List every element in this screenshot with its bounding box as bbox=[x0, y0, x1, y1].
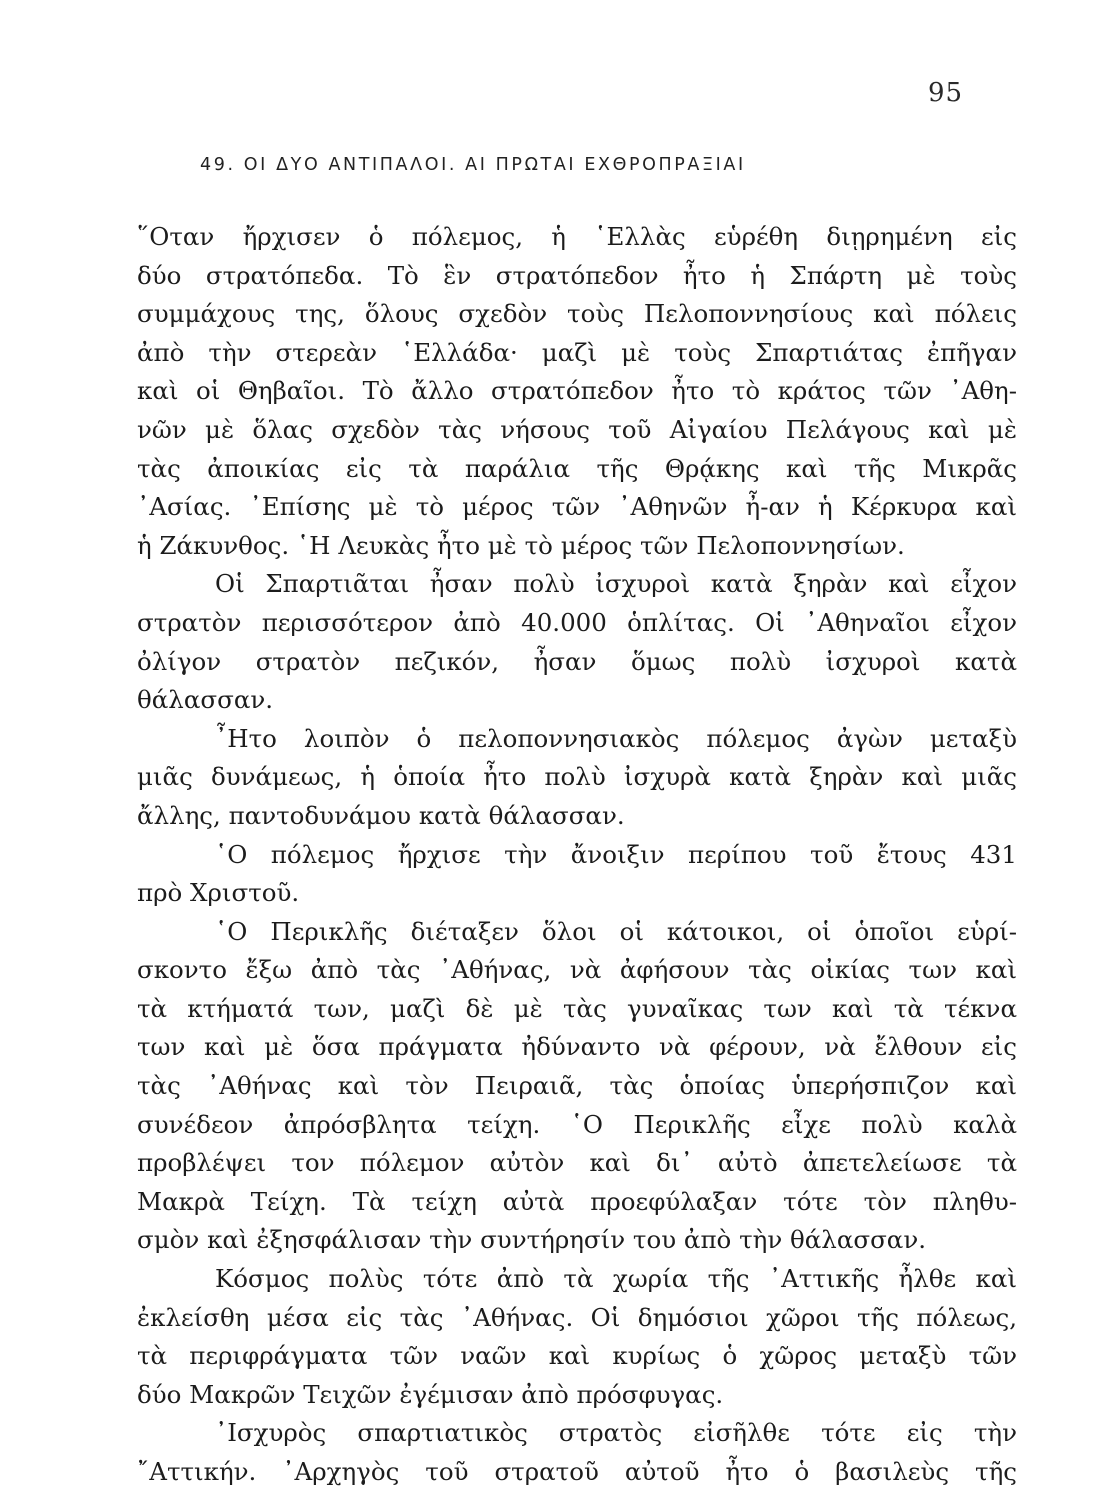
text-line: προβλέψει τον πόλεμον αὐτὸν καὶ δι᾿ αὐτὸ ἀπετελείωσε τὰ bbox=[137, 1148, 1017, 1178]
text-line: συμμάχους της, ὅλους σχεδὸν τοὺς Πελοποννησίους καὶ πόλεις bbox=[137, 299, 1017, 329]
text-line: ἀπὸ τὴν στερεὰν ῾Ελλάδα· μαζὶ μὲ τοὺς Σπαρτιάτας ἐπῆγαν bbox=[137, 337, 1017, 367]
text-line: τὰ κτήματά των, μαζὶ δὲ μὲ τὰς γυναῖκας των καὶ τὰ τέκνα bbox=[137, 993, 1017, 1023]
text-line: Οἱ Σπαρτιᾶται ἦσαν πολὺ ἰσχυροὶ κατὰ ξηρὰν καὶ εἶχον bbox=[215, 569, 1017, 599]
text-line: συνέδεον ἀπρόσβλητα τείχη. ῾Ο Περικλῆς εἶχε πολὺ καλὰ bbox=[137, 1109, 1017, 1139]
text-line: ἡ Ζάκυνθος. ῾Η Λευκὰς ἦτο μὲ τὸ μέρος τῶν Πελοποννησίων. bbox=[137, 530, 905, 560]
text-line: Μακρὰ Τείχη. Τὰ τείχη αὐτὰ προεφύλαξαν τότε τὸν πληθυ- bbox=[137, 1186, 1017, 1216]
text-line: πρὸ Χριστοῦ. bbox=[137, 878, 300, 908]
text-line: τὰ περιφράγματα τῶν ναῶν καὶ κυρίως ὁ χῶρος μεταξὺ τῶν bbox=[137, 1341, 1017, 1371]
text-line: νῶν μὲ ὅλας σχεδὸν τὰς νήσους τοῦ Αἰγαίου Πελάγους καὶ μὲ bbox=[137, 414, 1017, 444]
text-line: μιᾶς δυνάμεως, ἡ ὁποία ἦτο πολὺ ἰσχυρὰ κατὰ ξηρὰν καὶ μιᾶς bbox=[137, 762, 1017, 792]
text-line: σμὸν καὶ ἐξησφάλισαν τὴν συντήρησίν του ἀπὸ τὴν θάλασσαν. bbox=[137, 1225, 927, 1255]
text-line: ῾Ο Περικλῆς διέταξεν ὅλοι οἱ κάτοικοι, οἱ ὁποῖοι εὑρί- bbox=[215, 916, 1017, 946]
text-line: στρατὸν περισσότερον ἀπὸ 40.000 ὁπλίτας. Οἱ ᾿Αθηναῖοι εἶχον bbox=[137, 607, 1017, 637]
text-line: τὰς ᾿Αθήνας καὶ τὸν Πειραιᾶ, τὰς ὁποίας ὑπερήσπιζον καὶ bbox=[137, 1071, 1017, 1101]
text-line: ῎Αττικήν. ᾿Αρχηγὸς τοῦ στρατοῦ αὐτοῦ ἦτο ὁ βασιλεὺς τῆς bbox=[137, 1457, 1017, 1486]
text-line: τὰς ἀποικίας εἰς τὰ παράλια τῆς Θρᾴκης καὶ τῆς Μικρᾶς bbox=[137, 453, 1017, 483]
text-line: ἐκλείσθη μέσα εἰς τὰς ᾿Αθήνας. Οἱ δημόσιοι χῶροι τῆς πόλεως, bbox=[137, 1302, 1017, 1332]
text-line: ῾Ο πόλεμος ἤρχισε τὴν ἄνοιξιν περίπου τοῦ ἔτους 431 bbox=[215, 839, 1017, 869]
text-line: ᾿Ισχυρὸς σπαρτιατικὸς στρατὸς εἰσῆλθε τότε εἰς τὴν bbox=[215, 1418, 1017, 1448]
text-line: δύο στρατόπεδα. Τὸ ἓν στρατόπεδον ἦτο ἡ Σπάρτη μὲ τοὺς bbox=[137, 260, 1017, 290]
text-line: καὶ οἱ Θηβαῖοι. Τὸ ἄλλο στρατόπεδον ἦτο τὸ κράτος τῶν ᾿Αθη- bbox=[137, 376, 1017, 406]
text-line: ὀλίγον στρατὸν πεζικόν, ἦσαν ὅμως πολὺ ἰσχυροὶ κατὰ bbox=[137, 646, 1017, 676]
text-line: σκοντο ἔξω ἀπὸ τὰς ᾿Αθήνας, νὰ ἀφήσουν τὰς οἰκίας των καὶ bbox=[137, 955, 1017, 985]
text-line: δύο Μακρῶν Τειχῶν ἐγέμισαν ἀπὸ πρόσφυγας. bbox=[137, 1379, 724, 1409]
text-line: ῞Οταν ἤρχισεν ὁ πόλεμος, ἡ ῾Ελλὰς εὑρέθη διῃρημένη εἰς bbox=[137, 222, 1017, 251]
text-line: Κόσμος πολὺς τότε ἀπὸ τὰ χωρία τῆς ᾿Αττικῆς ἦλθε καὶ bbox=[215, 1264, 1017, 1294]
body-text bbox=[137, 218, 1017, 1492]
text-line: των καὶ μὲ ὅσα πράγματα ἠδύναντο νὰ φέρουν, νὰ ἔλθουν εἰς bbox=[137, 1032, 1017, 1062]
text-line: ῏Ητο λοιπὸν ὁ πελοποννησιακὸς πόλεμος ἀγὼν μεταξὺ bbox=[215, 723, 1017, 753]
chapter-title: 49. ΟΙ ΔΥΟ ΑΝΤΙΠΑΛΟΙ. ΑΙ ΠΡΩΤΑΙ ΕΧΘΡΟΠΡΑΞΙΑΙ bbox=[200, 155, 746, 175]
text-line: ἄλλης, παντοδυνάμου κατὰ θάλασσαν. bbox=[137, 800, 625, 830]
text-line: ᾿Ασίας. ᾿Επίσης μὲ τὸ μέρος τῶν ᾿Αθηνῶν ἦ-αν ἡ Κέρκυρα καὶ bbox=[137, 492, 1017, 522]
page-number: 95 bbox=[928, 78, 964, 108]
text-line: θάλασσαν. bbox=[137, 685, 274, 715]
